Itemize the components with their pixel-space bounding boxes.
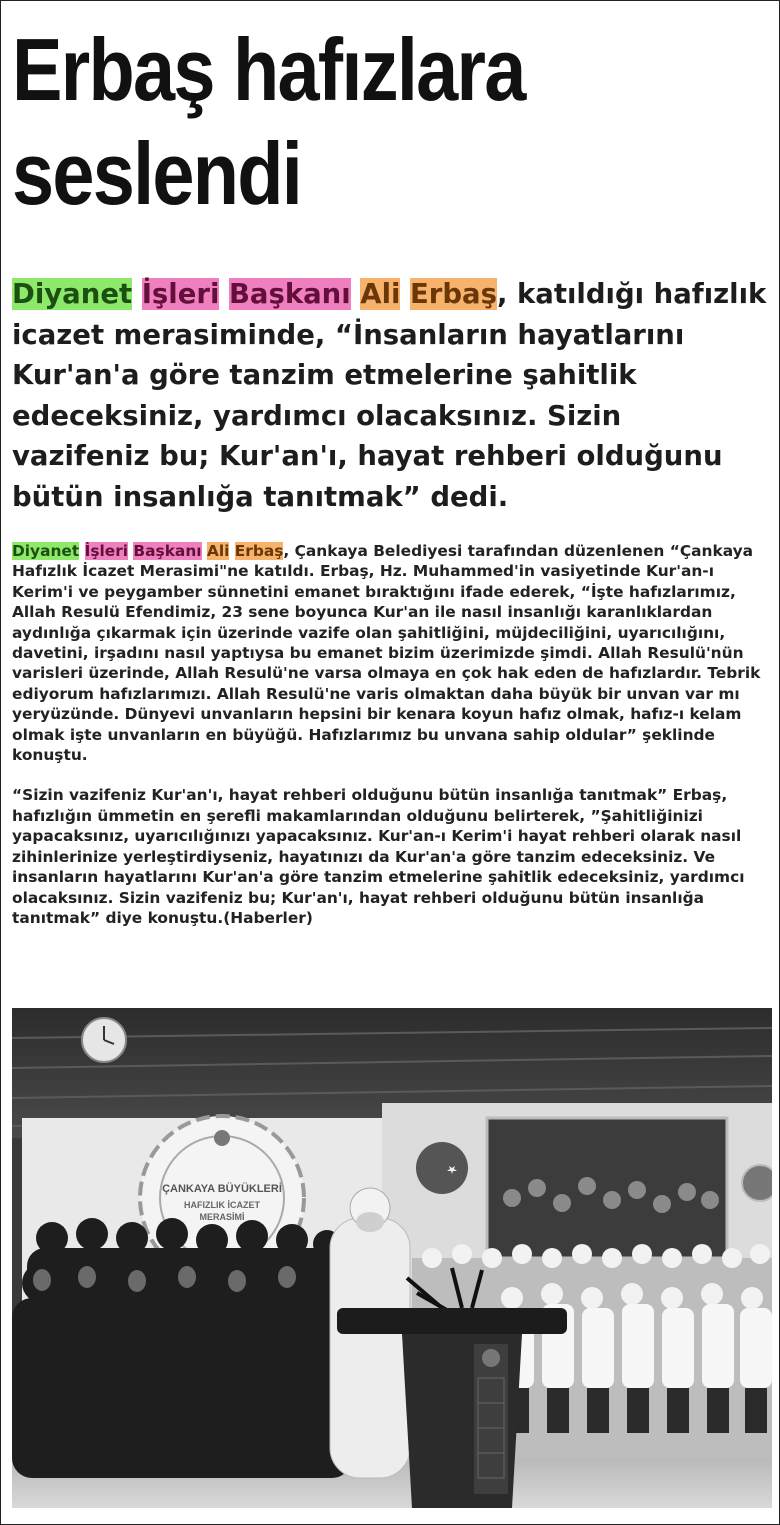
ceremony-photo-illustration: [12, 1008, 772, 1508]
highlight-diyanet: Diyanet: [12, 542, 80, 560]
backdrop-text-2: HAFIZLIK İCAZET: [184, 1200, 260, 1210]
highlight-ali: Ali: [360, 278, 401, 310]
article-body: [12, 541, 772, 948]
highlight-erbas: Erbaş: [410, 278, 497, 310]
flag-emblem: [416, 1142, 468, 1194]
highlight-erbas: Erbaş: [234, 542, 284, 560]
lead-paragraph: [12, 274, 768, 517]
highlight-baskani: Başkanı: [133, 542, 202, 560]
backdrop-text-1: ÇANKAYA BÜYÜKLERİ: [162, 1183, 282, 1195]
students-left-group: [12, 1218, 352, 1478]
backdrop-text-3: MERASİMİ: [199, 1212, 245, 1222]
highlight-baskani: Başkanı: [228, 278, 351, 310]
highlight-ali: Ali: [206, 542, 230, 560]
highlight-isleri: İşleri: [141, 278, 220, 310]
highlight-isleri: İşleri: [84, 542, 129, 560]
lead-text: , katıldığı hafızlık icazet merasiminde, “İnsanların hayatlarını Kur'an'a göre tanzim etmelerine şahitlik edeceksiniz, yardımcı olacaksınız. Sizin vazifeniz bu; Kur'an'ı, hayat rehberi olduğunu bütün insanlığa tanıtmak” dedi.: [12, 278, 767, 513]
headline-line-1: Erbaş hafızlara: [12, 20, 525, 119]
article-paragraph-1: [12, 541, 772, 765]
article-paragraph-1-text: , Çankaya Belediyesi tarafından düzenlenen “Çankaya Hafızlık İcazet Merasimi"ne katıldı. Erbaş, Hz. Muhammed'in vasiyetinde Kur'an-ı Kerim'i ve peygamber sünnetini emanet bıraktığını ifade ederek, “İşte hafızlarımız, Allah Resulü Efendimiz, 23 sene boyunca Kur'an ile nasıl insanlığı karanlıklardan aydınlığa çıkarmak için üzerinde vazife olan şahitliğini, müjdeciliğini, uyarıcılığını, davetini, irşadını nasıl yaptıysa bu emanet bizim üzerimizde şimdi. Allah Resulü'nün varisleri üzerinde, Allah Resulü'ne varsa olmaya en çok hak eden de hafızlardır. Tebrik ediyorum hafızlarımızı. Allah Resulü'ne varis olmaktan daha büyük bir unvan var mı yeryüzünde. Dünyevi unvanların hepsini bir kenara koyun hafız olmak, hafız-ı kelam olmak işte unvanların en büyüğü. Hafızlarımız bu unvana sahip oldular” şeklinde konuştu.: [12, 542, 761, 765]
ceremony-photo: [12, 1008, 772, 1508]
headline-line-2: seslendi: [12, 124, 302, 223]
highlight-diyanet: Diyanet: [12, 278, 133, 310]
headline: [12, 18, 666, 226]
article-paragraph-2: “Sizin vazifeniz Kur'an'ı, hayat rehberi olduğunu bütün insanlığa tanıtmak” Erbaş, hafızlığın ümmetin en şerefli makamlarından olduğunu belirterek, ”Şahitliğinizi yapacaksınız, uyarıcılığınızı yapacaksınız. Kur'an-ı Kerim'i hayat rehberi olarak nasıl zihinlerinize yerleştirdiyseniz, hayatınızı da Kur'an'a göre tanzim edeceksiniz. Ve insanların hayatlarını Kur'an'a göre tanzim etmelerine şahitlik edeceksiniz, yardımcı olacaksınız. Sizin vazifeniz bu; Kur'an'ı, hayat rehberi olduğunu bütün insanlığa tanıtmak” diye konuştu.(Haberler): [12, 786, 745, 927]
